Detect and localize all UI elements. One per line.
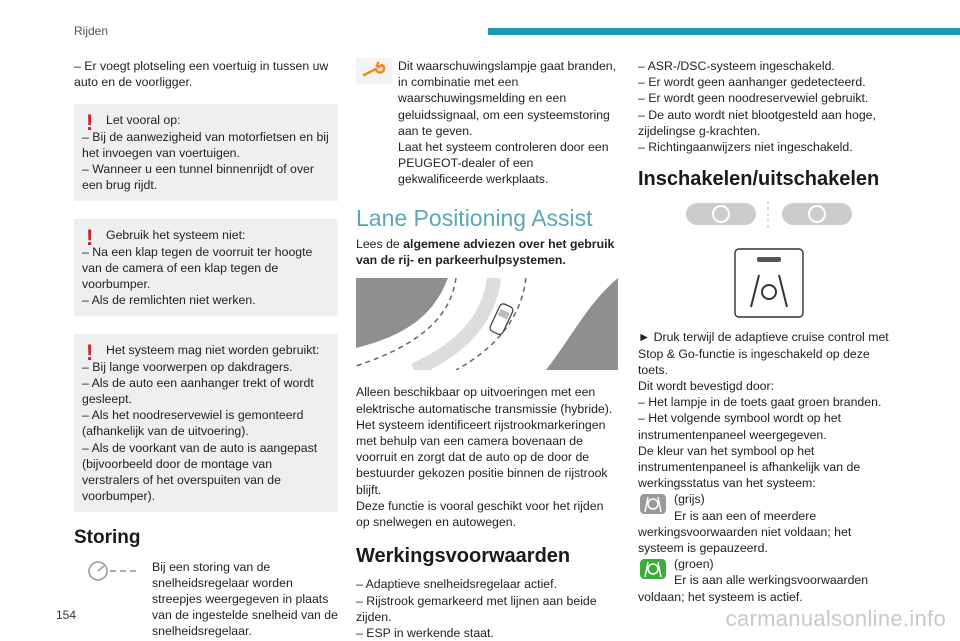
watermark: carmanualsonline.info (725, 606, 946, 631)
warning-2-heading: Gebruik het systeem niet: (106, 228, 246, 243)
green-text: Er is aan alle werkingsvoorwaarden voldaan; het systeem is actief. (638, 573, 869, 604)
exclamation-icon: ! (86, 340, 94, 366)
grey-text: Er is aan een of meerdere werkingsvoorwaarden niet voldaan; het systeem is gepauzeerd. (638, 508, 852, 556)
lane-illustration (356, 278, 618, 370)
page-number: 154 (56, 608, 77, 622)
lane-positioning-heading: Lane Positioning Assist (356, 204, 593, 231)
storing-text: Bij een storing van de snelheidsregelaar worden streepjes weergegeven in plaats van de ingestelde snelheid van de snelheidsregelaar. (152, 559, 338, 639)
grey-label: (grijs) (674, 492, 705, 507)
lees-bold-link: algemene adviezen over het gebruik van de rij- en parkeerhulpsystemen. (356, 236, 615, 268)
availability-text: Alleen beschikbaar op uitvoeringen met een elektrische automatische transmissie (hybride). Het systeem identificeert rijstrookmarkeringen met behulp van een camera bovenaan de voorruit en zorgt dat de auto op de door de bestuurder gekozen positie binnen de rijstrook blijft. Deze functie is vooral geschikt voor het rijden op snelwegen en autowegen. (356, 385, 613, 530)
warning-3-heading: Het systeem mag niet worden gebruikt: (106, 343, 320, 358)
grey-lane-symbol-icon (640, 494, 666, 514)
lees-prefix: Lees de (356, 236, 404, 251)
column-3 (638, 58, 900, 605)
warning-1-body: – Bij de aanwezigheid van motorfietsen en bij het invoegen van voertuigen. – Wanneer u een tunnel binnenrijdt of over een brug rijdt. (82, 129, 329, 193)
exclamation-icon: ! (86, 110, 94, 136)
storing-row (74, 559, 338, 640)
steering-wheel-button-icon (684, 199, 854, 239)
warning-box-2 (74, 219, 338, 316)
warning-2-body: – Na een klap tegen de voorruit ter hoogte van de camera of een klap tegen de voorbumper. – Als de remlichten niet werken. (82, 244, 313, 308)
press-text: ► Druk terwijl de adaptieve cruise control met Stop & Go-functie is ingeschakeld op deze toets. Dit wordt bevestigd door: – Het lampje in de toets gaat groen branden. – Het volgende symbool wordt op het instrumentenpaneel weergegeven. De kleur van het symbool op het instrumentenpaneel is afhankelijk van de werkingsstatus van het systeem: (638, 330, 889, 491)
conditions-list: – ASR-/DSC-systeem ingeschakeld. – Er wordt geen aanhanger gedetecteerd. – Er wordt geen noodreservewiel gebruikt. – De auto wordt niet blootgesteld aan hoge, zijdelingse g-krachten. – Richtingaanwijzers niet ingeschakeld. (638, 59, 876, 155)
intro-text: – Er voegt plotseling een voertuig in tussen uw auto en de voorligger. (74, 59, 329, 90)
warning-box-1 (74, 104, 338, 201)
werkingsvoorwaarden-heading: Werkingsvoorwaarden (356, 545, 571, 568)
exclamation-icon: ! (86, 225, 94, 251)
column-2 (356, 58, 620, 641)
wrench-icon (356, 58, 392, 84)
green-lane-symbol-icon (640, 559, 666, 579)
green-label: (groen) (674, 557, 714, 572)
cruise-control-fault-icon (86, 559, 142, 583)
warning-box-3 (74, 334, 338, 512)
warning-3-body: – Bij lange voorwerpen op dakdragers. – Als de auto een aanhanger trekt of wordt gesleept. – Als het noodreservewiel is gemonteerd (afhankelijk van de uitvoering). – Als de voorkant van de auto is aangepast (bijvoorbeeld door de montage van verstralers of het overspuiten van de voorbumper). (82, 359, 318, 504)
warning-lamp-text: Dit waarschuwingslampje gaat branden, in combinatie met een waarschuwingsmelding en een geluidssignaal, om een systeemstoring aan te geven. Laat het systeem controleren door een PEUGEOT-dealer of een gekwalificeerde werkplaats. (398, 59, 617, 187)
warning-lamp-row (356, 58, 620, 188)
warning-1-heading: Let vooral op: (106, 113, 181, 128)
lane-positioning-button-icon (733, 247, 805, 319)
werking-list: – Adaptieve snelheidsregelaar actief. – Rijstrook gemarkeerd met lijnen aan beide zijden. – ESP in werkende staat. (356, 577, 597, 641)
storing-heading: Storing (74, 527, 141, 549)
green-symbol-row (638, 556, 900, 605)
section-title: Rijden (74, 24, 109, 38)
lees-paragraph (356, 236, 620, 268)
grey-symbol-row (638, 491, 900, 556)
column-1 (74, 58, 338, 640)
header-accent-bar (488, 28, 960, 35)
inschakelen-heading: Inschakelen/uitschakelen (638, 168, 880, 191)
